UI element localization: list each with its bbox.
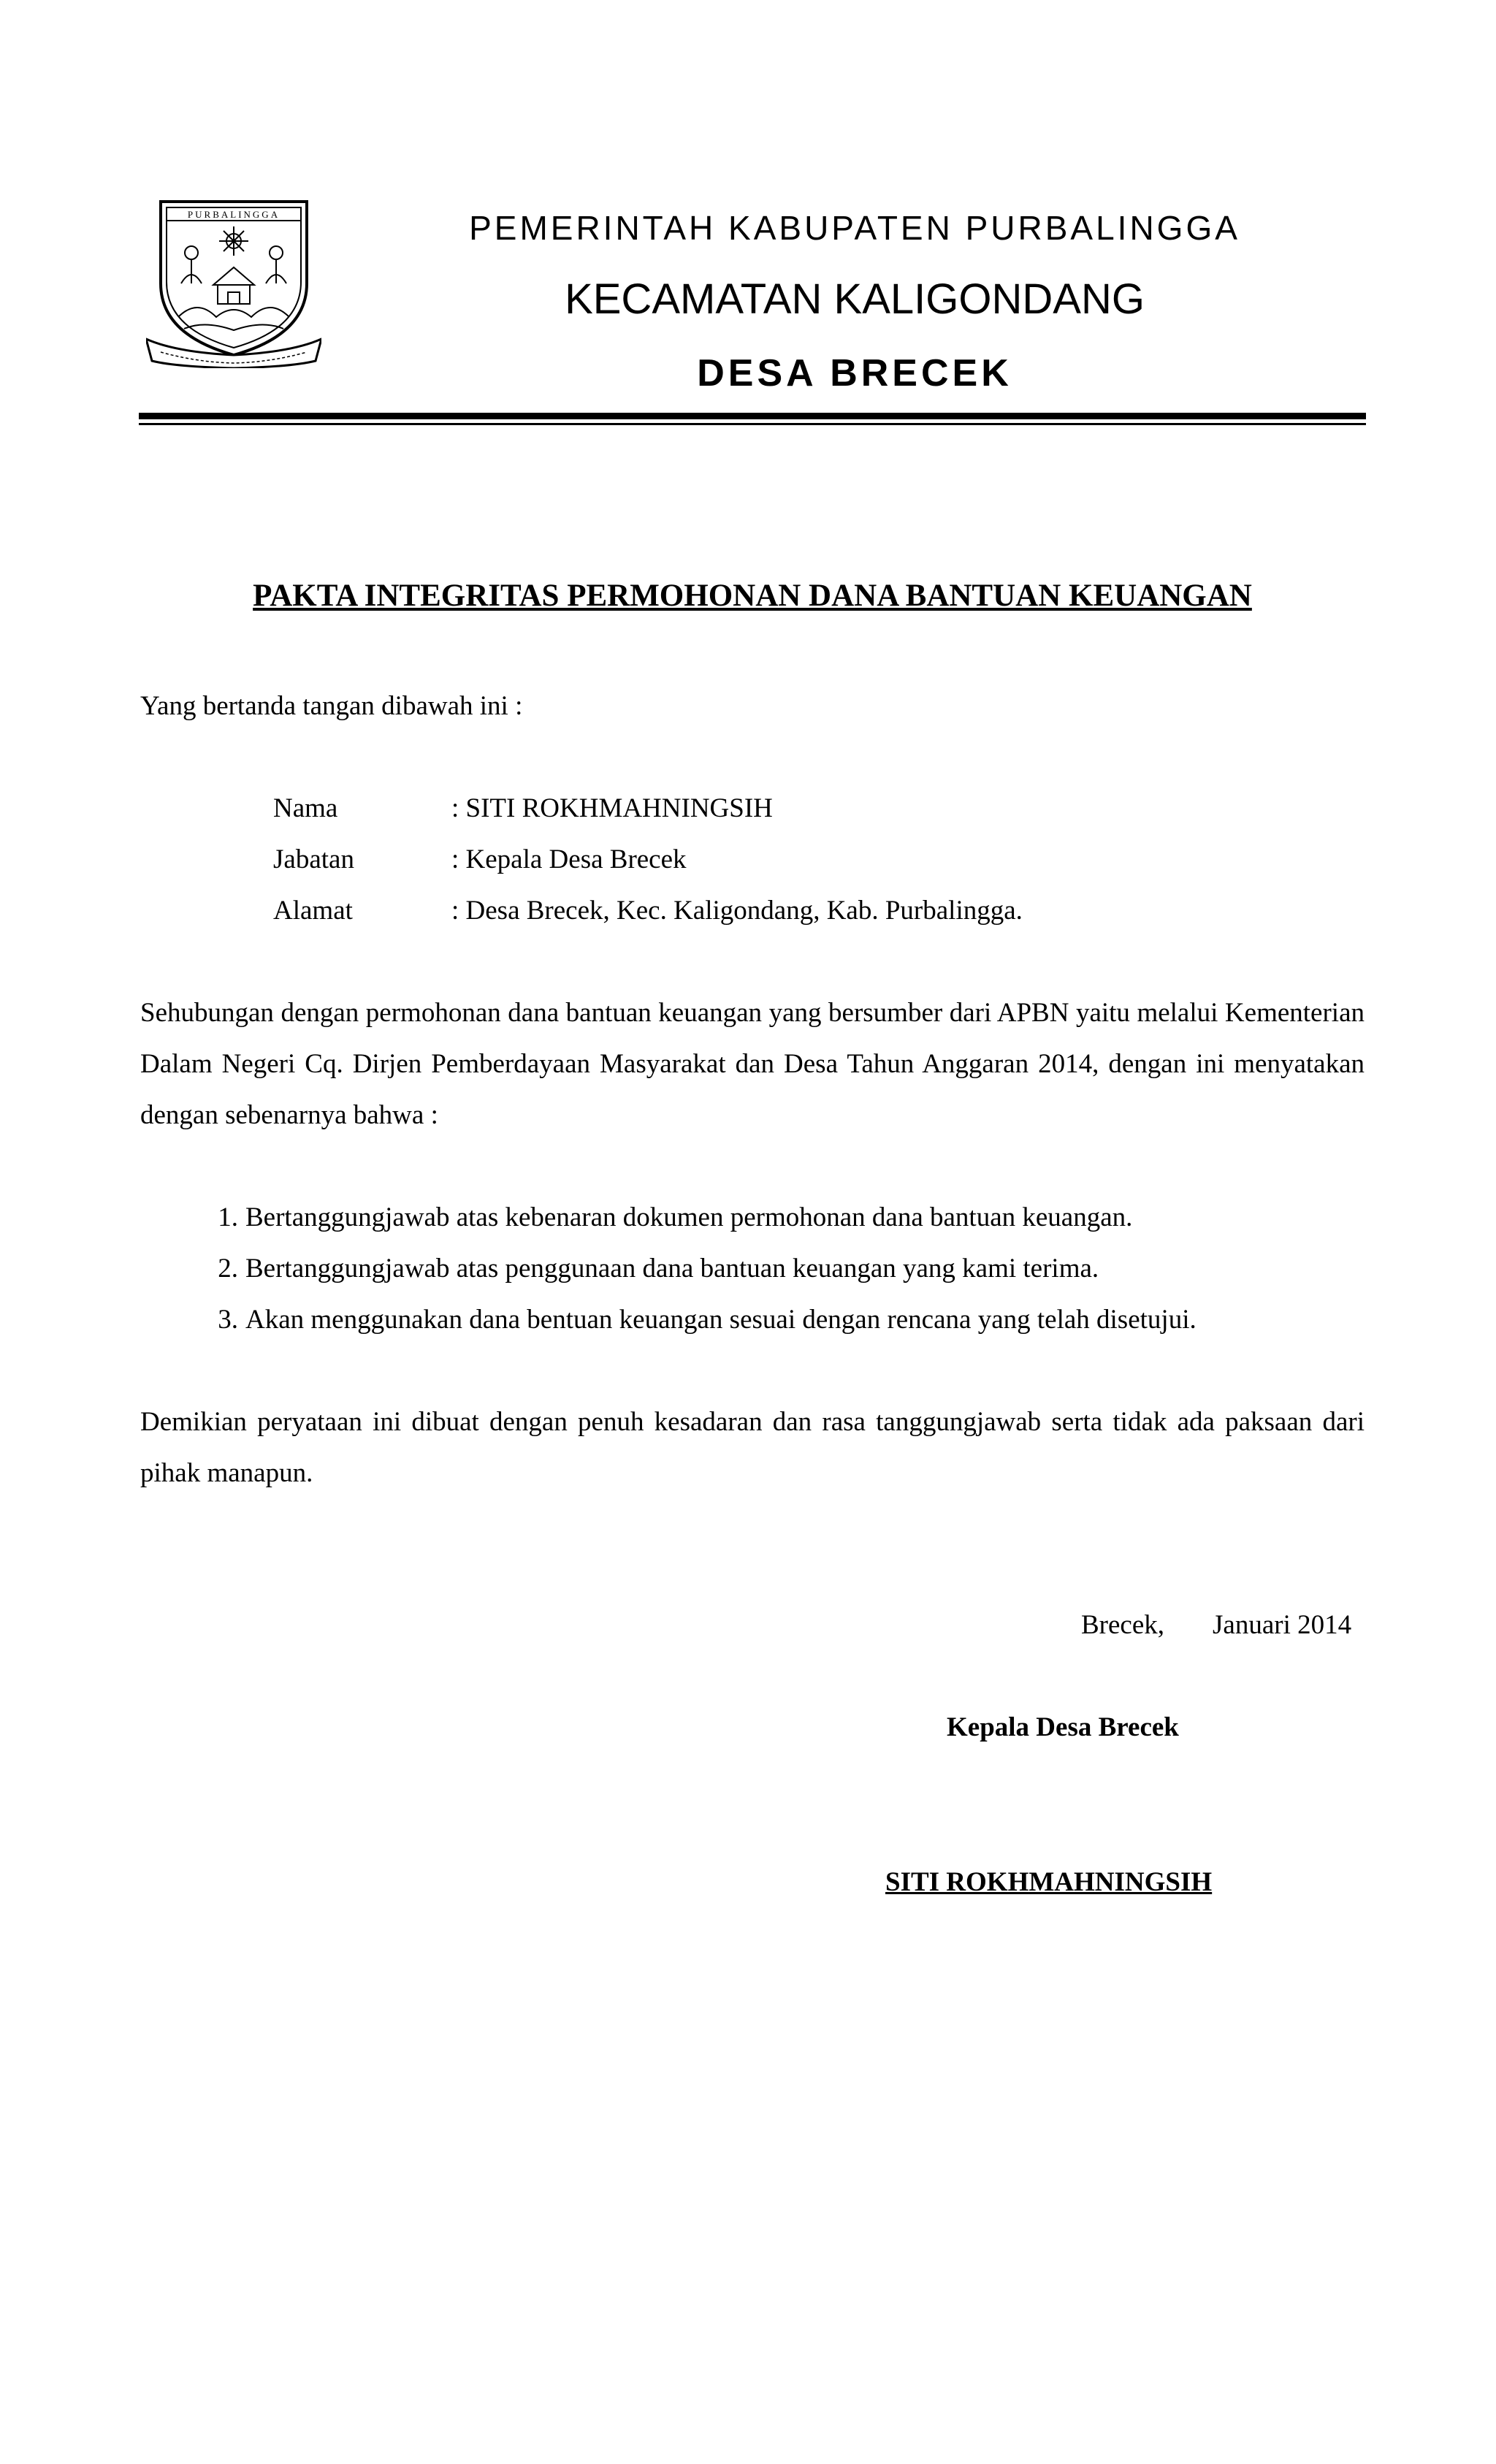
signature-place: Brecek, bbox=[1081, 1610, 1165, 1640]
village-heading: DESA BRECEK bbox=[697, 352, 1012, 394]
district-heading: KECAMATAN KALIGONDANG bbox=[565, 275, 1145, 323]
closing-paragraph: Demikian peryataan ini dibuat dengan penuh kesadaran dan rasa tanggungjawab serta tidak ada paksaan dari pihak manapun. bbox=[140, 1407, 1365, 1488]
letterhead-rule-thick bbox=[139, 413, 1366, 419]
signer-position: Kepala Desa Brecek bbox=[947, 1712, 1179, 1742]
list-item: Bertanggungjawab atas kebenaran dokumen permohonan dana bantuan keuangan. bbox=[245, 1202, 1133, 1232]
list-number: 1. bbox=[218, 1202, 238, 1232]
list-number: 2. bbox=[218, 1254, 238, 1284]
regency-emblem-icon bbox=[146, 196, 321, 368]
signer-name: SITI ROKHMAHNINGSIH bbox=[885, 1867, 1213, 1897]
letterhead-rule-thin bbox=[139, 423, 1366, 425]
identity-label-position: Jabatan bbox=[273, 844, 354, 874]
signature-date: Januari 2014 bbox=[1213, 1610, 1352, 1640]
list-item: Bertanggungjawab atas penggunaan dana bantuan keuangan yang kami terima. bbox=[245, 1254, 1099, 1284]
identity-value-name: : SITI ROKHMAHNINGSIH bbox=[451, 793, 773, 823]
emblem-name-text: PURBALINGGA bbox=[187, 209, 280, 220]
identity-label-address: Alamat bbox=[273, 896, 353, 926]
list-item: Akan menggunakan dana bentuan keuangan sesuai dengan rencana yang telah disetujui. bbox=[245, 1305, 1197, 1335]
statement-paragraph: Sehubungan dengan permohonan dana bantuan keuangan yang bersumber dari APBN yaitu melalui Kementerian Dalam Negeri Cq. Dirjen Pemberdayaan Masyarakat dan Desa Tahun Anggaran 2014, dengan ini menyatakan dengan sebenarnya bahwa : bbox=[140, 998, 1365, 1130]
document-title: PAKTA INTEGRITAS PERMOHONAN DANA BANTUAN KEUANGAN bbox=[253, 579, 1252, 613]
identity-value-position: : Kepala Desa Brecek bbox=[451, 844, 687, 874]
government-heading: PEMERINTAH KABUPATEN PURBALINGGA bbox=[469, 209, 1240, 247]
intro-text: Yang bertanda tangan dibawah ini : bbox=[140, 691, 523, 721]
list-number: 3. bbox=[218, 1305, 238, 1335]
identity-label-name: Nama bbox=[273, 793, 338, 823]
identity-value-address: : Desa Brecek, Kec. Kaligondang, Kab. Purbalingga. bbox=[451, 896, 1023, 926]
